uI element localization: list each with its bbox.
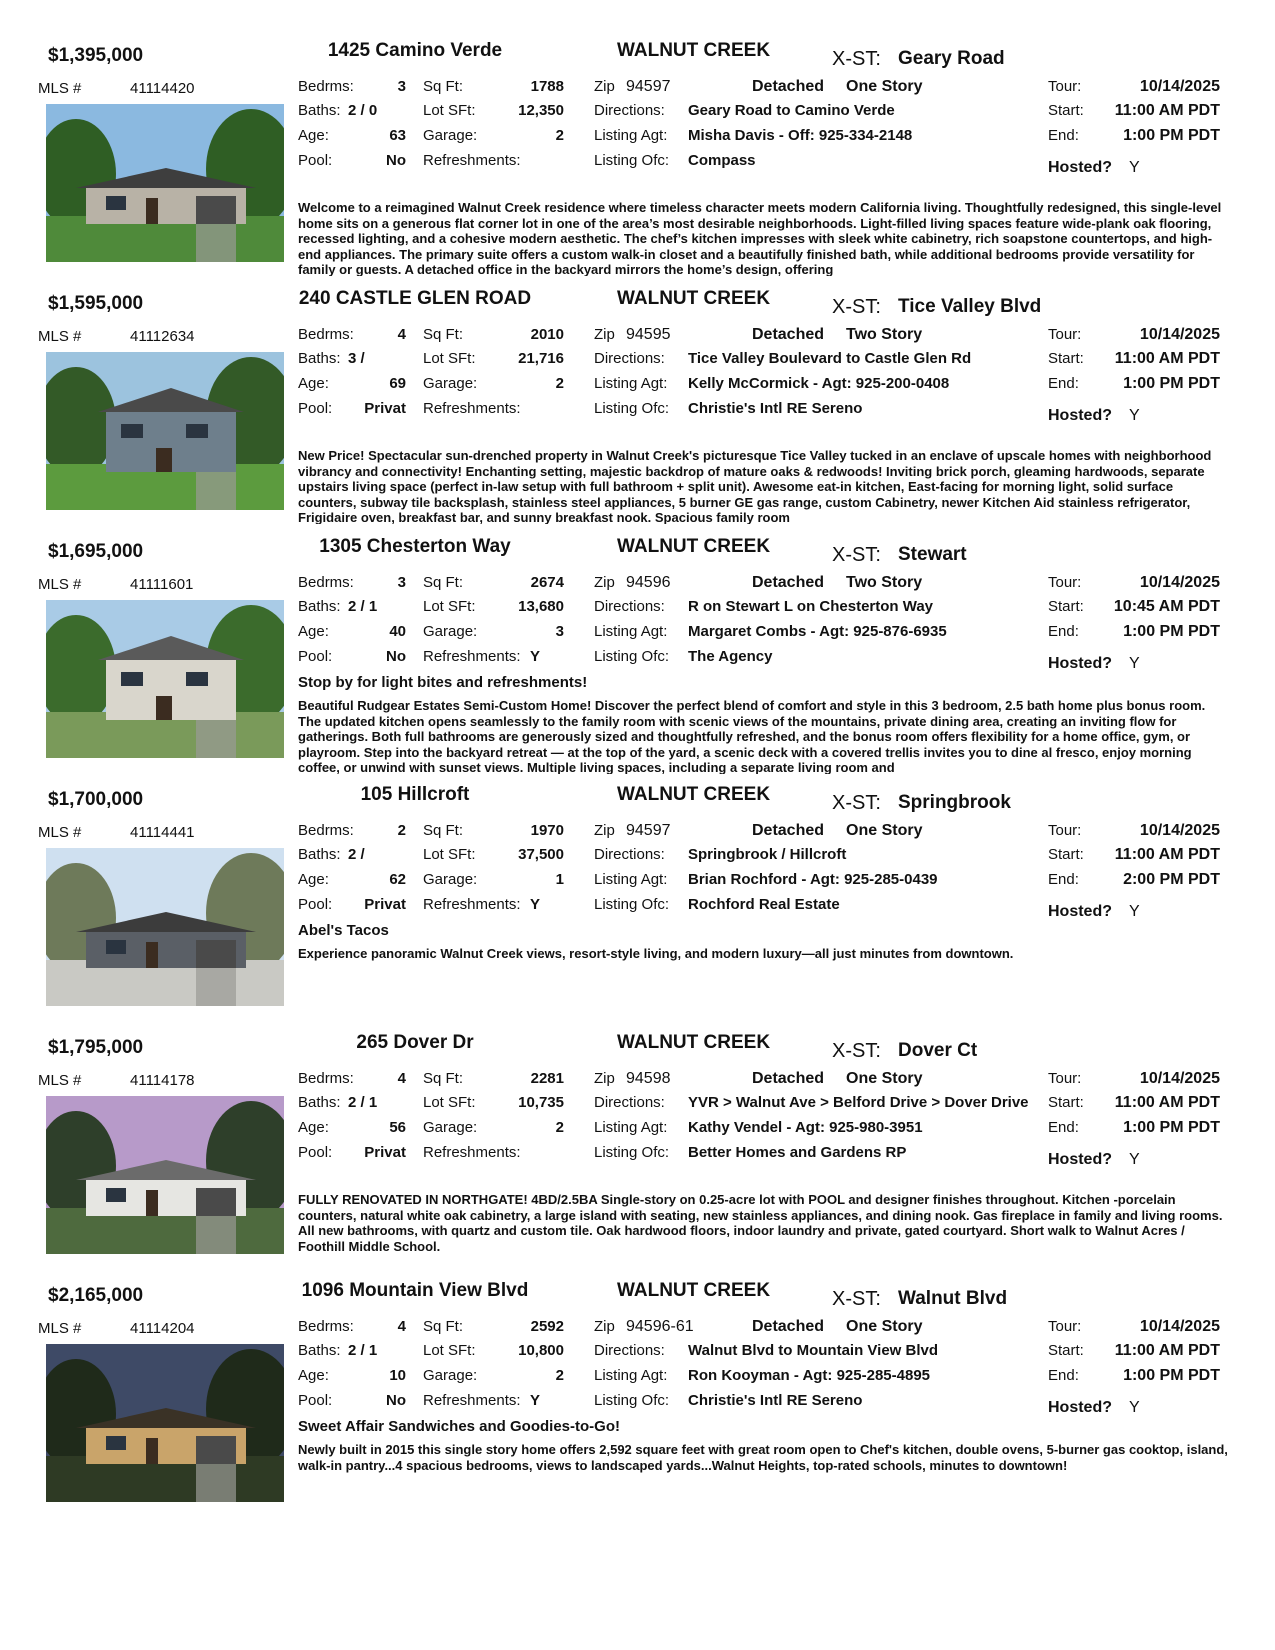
lot-sqft-label: Lot SFt:	[423, 1342, 476, 1359]
end-time: 1:00 PM PDT	[1123, 1367, 1220, 1384]
bedrooms-value: 4	[397, 1318, 406, 1335]
mls-label: MLS #	[38, 328, 82, 345]
listing-agent-value[interactable]: Brian Rochford - Agt: 925-285-0439	[688, 871, 938, 888]
tour-date: 10/14/2025	[1139, 822, 1220, 839]
refreshment-note: Stop by for light bites and refreshments!	[298, 674, 588, 691]
listing-city: WALNUT CREEK	[617, 1280, 771, 1301]
start-label: Start:	[1048, 350, 1084, 367]
sqft-value: 2592	[530, 1318, 564, 1335]
refreshment-note: Sweet Affair Sandwiches and Goodies-to-Go!	[298, 1418, 620, 1435]
mls-number[interactable]: 41114420	[130, 80, 195, 97]
lot-sqft-value: 13,680	[518, 598, 564, 615]
listing-office-value: Christie's Intl RE Sereno	[688, 400, 863, 417]
sqft-label: Sq Ft:	[423, 1070, 464, 1087]
bedrooms-label: Bedrms:	[298, 1070, 354, 1087]
lot-sqft-value: 10,735	[518, 1094, 564, 1111]
lot-sqft-value: 10,800	[518, 1342, 564, 1359]
cross-street-value: Dover Ct	[898, 1040, 978, 1061]
hosted-label: Hosted?	[1048, 655, 1112, 672]
zip-label: Zip	[594, 326, 615, 343]
garage-value: 2	[555, 127, 564, 144]
pool-value: Privat	[364, 1144, 406, 1161]
sqft-label: Sq Ft:	[423, 574, 464, 591]
listing-address[interactable]: 240 CASTLE GLEN ROAD	[298, 288, 532, 309]
property-type: Detached	[752, 822, 825, 839]
listing-office-label: Listing Ofc:	[594, 152, 670, 169]
zip-value: 94596-61	[626, 1318, 694, 1335]
listing-description: Welcome to a reimagined Walnut Creek residence where timeless character meets modern California living. Thoughtfully redesigned, this single-level home sits on a generous flat corner lot in one of the area’s most desirable neighborhoods. Light-filled living spaces feature wide-plank oak flooring, recessed lighting, and a cohesive modern aesthetic. The chef’s kitchen impresses with sleek white cabinetry, rich soapstone countertops, and high-end appliances. The primary suite offers a custom walk-in closet and a beautifully finished bath, while additional bedrooms provide versatility for family or guests. A detached office in the backyard mirrors the home’s design, offering	[298, 200, 1222, 276]
listing-city: WALNUT CREEK	[617, 784, 771, 805]
end-label: End:	[1048, 127, 1079, 144]
zip-label: Zip	[594, 574, 615, 591]
tour-label: Tour:	[1048, 1070, 1082, 1087]
end-time: 1:00 PM PDT	[1123, 127, 1220, 144]
lot-sqft-value: 37,500	[518, 846, 564, 863]
directions-value: Walnut Blvd to Mountain View Blvd	[688, 1342, 938, 1359]
cross-street-label: X-ST:	[832, 544, 881, 566]
sqft-label: Sq Ft:	[423, 1318, 464, 1335]
listing-agent-label: Listing Agt:	[594, 375, 668, 392]
listing-office-label: Listing Ofc:	[594, 648, 670, 665]
zip-value: 94596	[626, 574, 671, 591]
property-stories: Two Story	[846, 326, 923, 343]
pool-label: Pool:	[298, 896, 333, 913]
mls-label: MLS #	[38, 576, 82, 593]
sqft-value: 1970	[530, 822, 564, 839]
listing-office-label: Listing Ofc:	[594, 896, 670, 913]
age-label: Age:	[298, 127, 329, 144]
refreshments-label: Refreshments:	[423, 648, 521, 665]
listing-address[interactable]: 105 Hillcroft	[360, 784, 470, 805]
refreshments-label: Refreshments:	[423, 400, 521, 417]
listing-office-value: Rochford Real Estate	[688, 896, 840, 913]
start-time: 11:00 AM PDT	[1114, 1094, 1220, 1111]
lot-sqft-label: Lot SFt:	[423, 598, 476, 615]
bedrooms-value: 2	[397, 822, 406, 839]
mls-number[interactable]: 41112634	[130, 328, 195, 345]
refreshments-value: Y	[530, 1392, 541, 1409]
directions-label: Directions:	[594, 598, 665, 615]
listing-city: WALNUT CREEK	[617, 288, 771, 309]
garage-label: Garage:	[423, 871, 478, 888]
listing-description: Experience panoramic Walnut Creek views, resort-style living, and modern luxury—all just minutes from downtown.	[298, 946, 1014, 961]
start-label: Start:	[1048, 598, 1084, 615]
cross-street-value: Geary Road	[898, 48, 1005, 69]
bedrooms-label: Bedrms:	[298, 78, 354, 95]
pool-value: No	[386, 1392, 406, 1409]
listing-photo[interactable]	[46, 1096, 284, 1254]
listing-card	[0, 784, 1275, 1046]
mls-label: MLS #	[38, 80, 82, 97]
refreshment-note: Abel's Tacos	[298, 922, 389, 939]
tour-date: 10/14/2025	[1139, 1070, 1220, 1087]
cross-street-value: Springbrook	[898, 792, 1011, 813]
hosted-label: Hosted?	[1048, 903, 1112, 920]
listing-agent-value[interactable]: Misha Davis - Off: 925-334-2148	[688, 127, 913, 144]
baths-value: 2 / 1	[348, 1094, 378, 1111]
pool-value: Privat	[364, 896, 406, 913]
zip-label: Zip	[594, 822, 615, 839]
directions-label: Directions:	[594, 350, 665, 367]
tour-label: Tour:	[1048, 78, 1082, 95]
age-label: Age:	[298, 375, 329, 392]
tour-date: 10/14/2025	[1139, 326, 1220, 343]
mls-label: MLS #	[38, 1320, 82, 1337]
lot-sqft-value: 21,716	[518, 350, 564, 367]
age-value: 10	[389, 1367, 406, 1384]
baths-label: Baths:	[298, 350, 341, 367]
zip-label: Zip	[594, 78, 615, 95]
bedrooms-label: Bedrms:	[298, 574, 354, 591]
lot-sqft-value: 12,350	[518, 102, 564, 119]
property-type: Detached	[752, 1070, 825, 1087]
hosted-label: Hosted?	[1048, 1151, 1112, 1168]
property-stories: One Story	[846, 78, 923, 95]
pool-value: No	[386, 648, 406, 665]
listing-agent-label: Listing Agt:	[594, 127, 668, 144]
zip-value: 94595	[626, 326, 671, 343]
bedrooms-label: Bedrms:	[298, 1318, 354, 1335]
age-label: Age:	[298, 623, 329, 640]
baths-value: 2 / 1	[348, 598, 378, 615]
cross-street-value: Stewart	[898, 544, 967, 565]
lot-sqft-label: Lot SFt:	[423, 102, 476, 119]
listing-agent-value[interactable]: Kelly McCormick - Agt: 925-200-0408	[688, 375, 950, 392]
start-time: 11:00 AM PDT	[1114, 102, 1220, 119]
listing-card	[0, 40, 1275, 302]
bedrooms-value: 3	[397, 78, 406, 95]
listing-price: $1,700,000	[48, 789, 144, 810]
directions-label: Directions:	[594, 1342, 665, 1359]
cross-street-label: X-ST:	[832, 48, 881, 70]
end-label: End:	[1048, 1367, 1079, 1384]
zip-label: Zip	[594, 1070, 615, 1087]
pool-value: Privat	[364, 400, 406, 417]
listing-office-value: Compass	[688, 152, 756, 169]
end-time: 1:00 PM PDT	[1123, 375, 1220, 392]
cross-street-label: X-ST:	[832, 792, 881, 814]
zip-label: Zip	[594, 1318, 615, 1335]
baths-value: 2 /	[348, 846, 365, 863]
sqft-label: Sq Ft:	[423, 822, 464, 839]
listing-address[interactable]: 1096 Mountain View Blvd	[301, 1280, 529, 1301]
listing-description: FULLY RENOVATED IN NORTHGATE! 4BD/2.5BA Single-story on 0.25-acre lot with POOL and designer finishes throughout. Kitchen -porcelain counters, natural white oak cabinetry, a large island with seating, new stainless appliances, and dining nook. Gas fireplace in family and living rooms. All new bathrooms, with quartz and custom tile. Oak hardwood floors, indoor laundry and private, gated courtyard. Short walk to Walnut Acres / Foothill Middle School.	[298, 1192, 1223, 1254]
listing-photo[interactable]	[46, 1344, 284, 1502]
pool-label: Pool:	[298, 1144, 333, 1161]
listing-office-value: The Agency	[688, 648, 773, 665]
listing-agent-label: Listing Agt:	[594, 871, 668, 888]
bedrooms-value: 3	[397, 574, 406, 591]
pool-label: Pool:	[298, 1392, 333, 1409]
zip-value: 94597	[626, 822, 671, 839]
listing-office-value: Christie's Intl RE Sereno	[688, 1392, 863, 1409]
tour-label: Tour:	[1048, 326, 1082, 343]
mls-number[interactable]: 41111601	[130, 576, 194, 593]
listing-price: $2,165,000	[48, 1285, 144, 1306]
baths-value: 2 / 1	[348, 1342, 378, 1359]
hosted-value: Y	[1129, 159, 1140, 176]
directions-value: Tice Valley Boulevard to Castle Glen Rd	[688, 350, 972, 367]
end-label: End:	[1048, 623, 1079, 640]
end-label: End:	[1048, 871, 1079, 888]
listing-card	[0, 1280, 1275, 1542]
sqft-label: Sq Ft:	[423, 78, 464, 95]
hosted-value: Y	[1129, 407, 1140, 424]
directions-label: Directions:	[594, 846, 665, 863]
listing-office-label: Listing Ofc:	[594, 400, 670, 417]
listing-price: $1,795,000	[48, 1037, 144, 1058]
garage-label: Garage:	[423, 127, 478, 144]
pool-label: Pool:	[298, 400, 333, 417]
pool-label: Pool:	[298, 152, 333, 169]
mls-label: MLS #	[38, 1072, 82, 1089]
end-time: 1:00 PM PDT	[1123, 1119, 1220, 1136]
listing-card	[0, 1032, 1275, 1294]
garage-label: Garage:	[423, 1367, 478, 1384]
property-stories: One Story	[846, 822, 923, 839]
mls-label: MLS #	[38, 824, 82, 841]
hosted-label: Hosted?	[1048, 407, 1112, 424]
listing-office-label: Listing Ofc:	[594, 1392, 670, 1409]
sqft-value: 1788	[530, 78, 564, 95]
listing-description: Beautiful Rudgear Estates Semi-Custom Home! Discover the perfect blend of comfort and style in this 3 bedroom, 2.5 bath home plus bonus room. The updated kitchen opens seamlessly to the family room with scenic views of the mountains, private dining area, creating an inviting flow for gatherings. Both full bathrooms are generously sized and thoughtfully refreshed, and the bonus room offers flexibility for a home office, gym, or playroom. Step into the backyard retreat — at the top of the yard, a scenic deck with a covered trellis invites you to dine al fresco, enjoy morning coffee, or unwind with sunset views. Multiple living spaces, including a separate living room and	[298, 698, 1206, 774]
sqft-value: 2010	[530, 326, 564, 343]
listing-address[interactable]: 265 Dover Dr	[356, 1032, 474, 1053]
garage-label: Garage:	[423, 623, 478, 640]
baths-label: Baths:	[298, 1342, 341, 1359]
listing-office-value: Better Homes and Gardens RP	[688, 1144, 907, 1161]
age-value: 56	[389, 1119, 406, 1136]
baths-value: 3 /	[348, 350, 365, 367]
tour-date: 10/14/2025	[1139, 574, 1220, 591]
bedrooms-value: 4	[397, 1070, 406, 1087]
listing-city: WALNUT CREEK	[617, 536, 771, 557]
refreshments-label: Refreshments:	[423, 1144, 521, 1161]
refreshments-value: Y	[530, 896, 541, 913]
cross-street-value: Walnut Blvd	[898, 1288, 1008, 1309]
mls-number[interactable]: 41114441	[130, 824, 195, 841]
cross-street-label: X-ST:	[832, 1040, 881, 1062]
listing-agent-value[interactable]: Kathy Vendel - Agt: 925-980-3951	[688, 1119, 923, 1136]
property-type: Detached	[752, 1318, 825, 1335]
listing-address[interactable]: 1305 Chesterton Way	[319, 536, 511, 557]
end-time: 2:00 PM PDT	[1123, 871, 1220, 888]
cross-street-value: Tice Valley Blvd	[898, 296, 1042, 317]
hosted-value: Y	[1129, 903, 1140, 920]
listing-agent-label: Listing Agt:	[594, 1367, 668, 1384]
hosted-value: Y	[1129, 1151, 1140, 1168]
listing-photo[interactable]	[46, 352, 284, 510]
property-type: Detached	[752, 326, 825, 343]
property-stories: Two Story	[846, 574, 923, 591]
age-label: Age:	[298, 1119, 329, 1136]
listing-description: New Price! Spectacular sun-drenched property in Walnut Creek's picturesque Tice Valley tucked in an enclave of upscale homes with neighborhood vibrancy and connectivity! Enchanting setting, majestic backdrop of mature oaks & redwoods! Inviting brick porch, gleaming hardwoods, separate upstairs living space (perfect in-law setup with full bathroom + split unit). Awesome eat-in kitchen, East-facing for morning light, solid surface counters, subway tile backsplash, stainless steel appliances, 5 burner GE gas range, custom Cabinetry, newer Kitchen Aid stainless refrigerator, Frigidaire oven, breakfast bar, and sunny breakfast nook. Spacious family room	[298, 448, 1212, 524]
mls-number[interactable]: 41114178	[130, 1072, 195, 1089]
end-label: End:	[1048, 1119, 1079, 1136]
hosted-label: Hosted?	[1048, 159, 1112, 176]
bedrooms-label: Bedrms:	[298, 822, 354, 839]
lot-sqft-label: Lot SFt:	[423, 1094, 476, 1111]
garage-value: 2	[555, 1119, 564, 1136]
tour-date: 10/14/2025	[1139, 78, 1220, 95]
bedrooms-label: Bedrms:	[298, 326, 354, 343]
baths-value: 2 / 0	[348, 102, 378, 119]
zip-value: 94598	[626, 1070, 671, 1087]
property-stories: One Story	[846, 1070, 923, 1087]
listing-agent-value[interactable]: Ron Kooyman - Agt: 925-285-4895	[688, 1367, 931, 1384]
start-time: 10:45 AM PDT	[1113, 598, 1220, 615]
listing-address[interactable]: 1425 Camino Verde	[327, 40, 503, 61]
cross-street-label: X-ST:	[832, 1288, 881, 1310]
listing-card	[0, 536, 1275, 798]
hosted-value: Y	[1129, 655, 1140, 672]
listing-card	[0, 288, 1275, 550]
end-label: End:	[1048, 375, 1079, 392]
tour-label: Tour:	[1048, 822, 1082, 839]
refreshments-label: Refreshments:	[423, 152, 521, 169]
directions-value: YVR > Walnut Ave > Belford Drive > Dover Drive	[688, 1094, 1029, 1111]
bedrooms-value: 4	[397, 326, 406, 343]
start-label: Start:	[1048, 1094, 1084, 1111]
end-time: 1:00 PM PDT	[1123, 623, 1220, 640]
garage-value: 2	[555, 375, 564, 392]
property-type: Detached	[752, 78, 825, 95]
age-value: 40	[389, 623, 406, 640]
property-type: Detached	[752, 574, 825, 591]
listing-agent-label: Listing Agt:	[594, 623, 668, 640]
garage-label: Garage:	[423, 1119, 478, 1136]
hosted-label: Hosted?	[1048, 1399, 1112, 1416]
listing-agent-label: Listing Agt:	[594, 1119, 668, 1136]
start-time: 11:00 AM PDT	[1114, 846, 1220, 863]
mls-number[interactable]: 41114204	[130, 1320, 195, 1337]
sqft-label: Sq Ft:	[423, 326, 464, 343]
baths-label: Baths:	[298, 1094, 341, 1111]
tour-label: Tour:	[1048, 1318, 1082, 1335]
pool-label: Pool:	[298, 648, 333, 665]
directions-label: Directions:	[594, 102, 665, 119]
garage-value: 3	[555, 623, 564, 640]
start-time: 11:00 AM PDT	[1114, 350, 1220, 367]
directions-value: R on Stewart L on Chesterton Way	[688, 598, 934, 615]
start-time: 11:00 AM PDT	[1114, 1342, 1220, 1359]
lot-sqft-label: Lot SFt:	[423, 846, 476, 863]
directions-label: Directions:	[594, 1094, 665, 1111]
sqft-value: 2281	[530, 1070, 564, 1087]
directions-value: Springbrook / Hillcroft	[688, 846, 847, 863]
age-value: 63	[389, 127, 406, 144]
listing-photo[interactable]	[46, 600, 284, 758]
listing-photo[interactable]	[46, 104, 284, 262]
listing-agent-value[interactable]: Margaret Combs - Agt: 925-876-6935	[688, 623, 947, 640]
refreshments-value: Y	[530, 648, 541, 665]
listing-price: $1,695,000	[48, 541, 144, 562]
pool-value: No	[386, 152, 406, 169]
cross-street-label: X-ST:	[832, 296, 881, 318]
lot-sqft-label: Lot SFt:	[423, 350, 476, 367]
tour-label: Tour:	[1048, 574, 1082, 591]
tour-date: 10/14/2025	[1139, 1318, 1220, 1335]
listing-price: $1,595,000	[48, 293, 144, 314]
refreshments-label: Refreshments:	[423, 896, 521, 913]
age-value: 69	[389, 375, 406, 392]
zip-value: 94597	[626, 78, 671, 95]
sqft-value: 2674	[530, 574, 564, 591]
baths-label: Baths:	[298, 598, 341, 615]
listing-office-label: Listing Ofc:	[594, 1144, 670, 1161]
listing-photo[interactable]	[46, 848, 284, 1006]
garage-label: Garage:	[423, 375, 478, 392]
listing-city: WALNUT CREEK	[617, 40, 771, 61]
baths-label: Baths:	[298, 846, 341, 863]
garage-value: 1	[555, 871, 564, 888]
directions-value: Geary Road to Camino Verde	[688, 102, 895, 119]
age-label: Age:	[298, 871, 329, 888]
start-label: Start:	[1048, 846, 1084, 863]
start-label: Start:	[1048, 1342, 1084, 1359]
refreshments-label: Refreshments:	[423, 1392, 521, 1409]
start-label: Start:	[1048, 102, 1084, 119]
age-value: 62	[389, 871, 406, 888]
baths-label: Baths:	[298, 102, 341, 119]
hosted-value: Y	[1129, 1399, 1140, 1416]
listing-city: WALNUT CREEK	[617, 1032, 771, 1053]
age-label: Age:	[298, 1367, 329, 1384]
property-stories: One Story	[846, 1318, 923, 1335]
listing-description: Newly built in 2015 this single story home offers 2,592 square feet with great room open to Chef's kitchen, double ovens, 5-burner gas cooktop, island, walk-in pantry...4 spacious bedrooms, views to landscaped yards...Walnut Heights, top-rated schools, minutes to downtown!	[298, 1442, 1228, 1473]
garage-value: 2	[555, 1367, 564, 1384]
listing-price: $1,395,000	[48, 45, 144, 66]
